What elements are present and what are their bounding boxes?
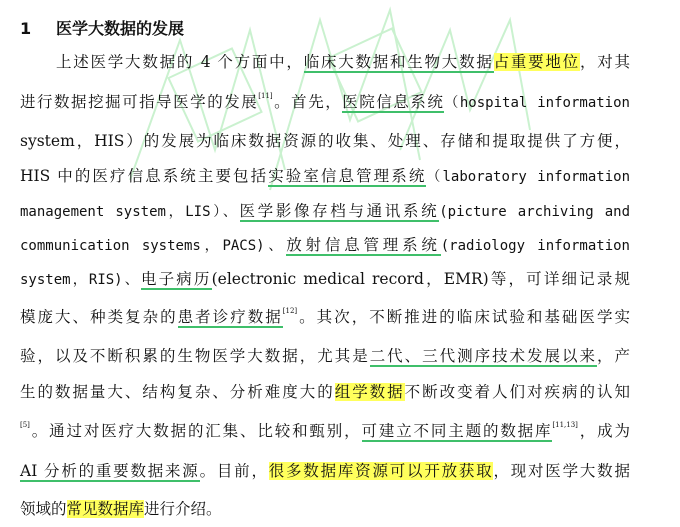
paragraph-line xyxy=(20,456,630,486)
annotation-underline: 电子病历 xyxy=(140,270,212,288)
paragraph-line xyxy=(56,47,630,77)
citation: [12] xyxy=(282,307,298,315)
paragraph-line xyxy=(20,302,630,332)
text-run: （hospital information xyxy=(444,95,630,111)
text-run: 。目前， xyxy=(199,462,269,480)
paragraph-line xyxy=(20,416,630,446)
text-run: (electronic medical record，EMR)等，可详细记录规 xyxy=(211,270,630,288)
text-run: ，对其 xyxy=(579,53,630,71)
text-run: ，成为 xyxy=(577,422,630,440)
annotation-underline: 二代、三代测序技术发展以来 xyxy=(369,347,597,365)
text-run: management system，LIS）、 xyxy=(20,204,240,220)
text-run: 上述医学大数据的 4 个方面中， xyxy=(56,53,304,71)
annotation-highlight: 常见数据库 xyxy=(66,500,145,518)
text-run: system，RIS)、 xyxy=(20,272,141,288)
paragraph-line xyxy=(20,230,630,260)
text-run: HIS 中的医疗信息系统主要包括 xyxy=(20,167,269,185)
text-run: communication systems，PACS)、 xyxy=(20,238,287,254)
paragraph-line xyxy=(20,264,630,294)
text-run: (picture archiving and xyxy=(439,204,630,220)
paragraph-line xyxy=(20,87,630,117)
text-run: 不断改变着人们对疾病的认知 xyxy=(404,383,630,401)
text-run: 生的数据量大、结构复杂、分析难度大的 xyxy=(20,383,335,401)
section-heading xyxy=(20,16,184,42)
annotation-highlight: 组学数据 xyxy=(334,383,405,401)
text-run: system，HIS）的发展为临床数据资源的收集、处理、存储和提取提供了方便， xyxy=(20,132,630,150)
annotation-underline: 放射信息管理系统 xyxy=(286,236,441,254)
annotation-highlight: 很多数据库资源可以 xyxy=(268,462,425,480)
paragraph-line xyxy=(20,126,630,156)
text-run: 。通过对医疗大数据的汇集、比较和甄别， xyxy=(29,422,362,440)
citation: [11,13] xyxy=(552,421,578,429)
text-run: (radiology information xyxy=(440,238,630,254)
annotation-underline: 实验室信息管理系统 xyxy=(268,167,427,185)
annotation-highlight: 占重要地位 xyxy=(493,53,580,71)
text-run: 。其次，不断推进的临床试验和基础医学实 xyxy=(297,308,630,326)
paragraph-line xyxy=(20,341,630,371)
text-run: 。首先， xyxy=(272,93,343,111)
annotation-underline: 可建立不同主题的数据库 xyxy=(361,422,553,440)
annotation-underline: 临床大数据和生物大数据 xyxy=(303,53,494,71)
text-run: 验，以及不断积累的生物医学大数据，尤其是 xyxy=(20,347,370,365)
text-run: ，现对医学大数据 xyxy=(493,462,630,480)
text-run: 进行介绍。 xyxy=(144,500,222,518)
text-run: 领域的 xyxy=(20,500,67,518)
text-run: 进行数据挖掘可指导医学的发展 xyxy=(20,93,259,111)
paragraph-line xyxy=(20,494,630,524)
text-run: 模庞大、种类复杂的 xyxy=(20,308,178,326)
section-title: 医学大数据的发展 xyxy=(56,19,185,38)
paragraph-line xyxy=(20,161,630,191)
text-run: ，产 xyxy=(596,347,630,365)
section-number: 1 xyxy=(20,19,32,38)
text-run: （laboratory information xyxy=(426,169,630,185)
annotation-highlight: 开放获取 xyxy=(424,462,494,480)
citation: [11] xyxy=(258,92,273,100)
annotation-underline: 医院信息系统 xyxy=(342,93,445,111)
annotation-underline: AI 分析的重要数据来源 xyxy=(20,462,200,480)
paragraph-line xyxy=(20,196,630,226)
citation: [5] xyxy=(20,421,30,429)
paragraph-line xyxy=(20,377,630,407)
annotation-underline: 医学影像存档与通讯系统 xyxy=(239,202,440,220)
annotation-underline: 患者诊疗数据 xyxy=(177,308,283,326)
